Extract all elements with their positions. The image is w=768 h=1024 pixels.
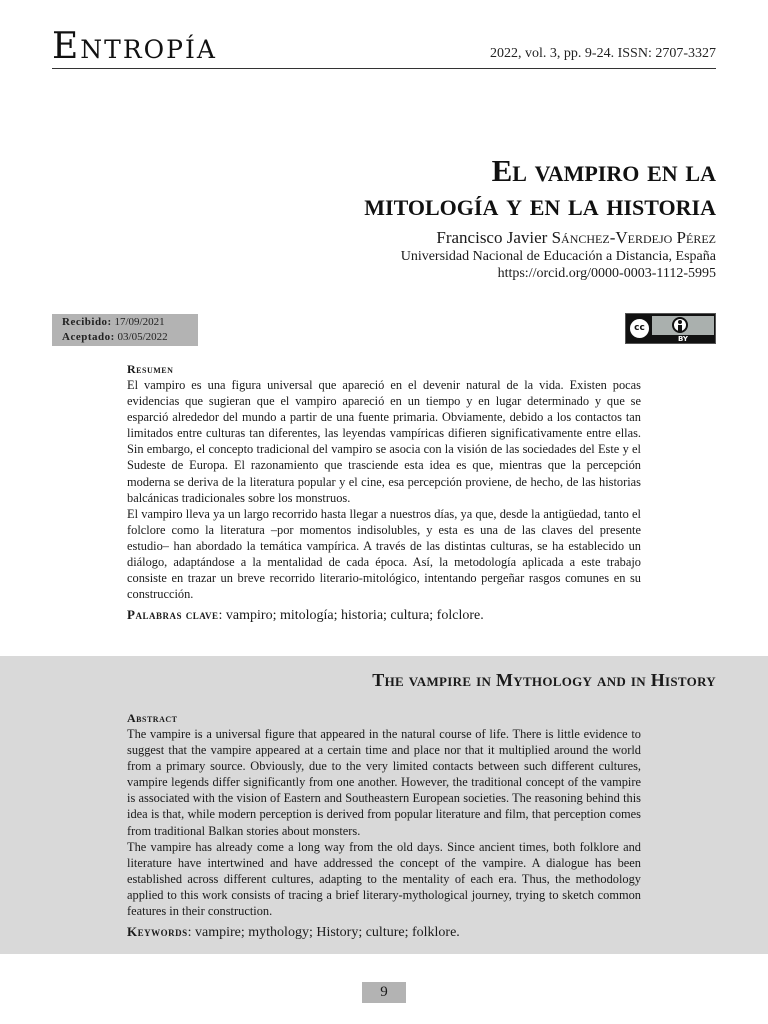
- header-divider: [52, 68, 716, 69]
- keywords-label: Keywords: [127, 924, 188, 940]
- resumen-paragraph-2: El vampiro lleva ya un largo recorrido hasta llegar a nuestros días, ya que, desde la antigüedad, tanto el folclore como la literatura –por momentos indisolubles, y esta es una de las claves del presente estudio– han abordado la temática vampírica. A través de las distintas culturas, se ha establecido un diálogo, adaptándose a la mentalidad de cada época. Así, la metodología aplicada a este trabajo consiste en trazar un breve recorrido literario-mitológico, intentando pergeñar rasgos comunes en su construcción.: [127, 506, 641, 602]
- resumen-heading: Resumen: [127, 362, 174, 376]
- author-given-name: Francisco Javier: [436, 228, 552, 247]
- attribution-person-icon: [672, 317, 688, 333]
- accepted-date: Aceptado: 03/05/2022: [62, 331, 168, 343]
- article-title: [364, 154, 716, 222]
- abstract-paragraph-2: The vampire has already come a long way from the old days. Since ancient times, both folklore and literature have intertwined and have addressed the concept of the vampire. A dialogue has been established across different cultures, adapting to the mentality of each era. Thus, the methodology applied to this work consists of tracing a brief literary-mythological journey, trying to sketch common features in their construction.: [127, 839, 641, 919]
- cc-by-label: BY: [677, 335, 689, 343]
- page-number: 9: [362, 982, 406, 1003]
- author-name: [364, 228, 716, 248]
- cc-by-license-badge: [625, 313, 716, 344]
- keywords-list: : vampire; mythology; History; culture; folklore.: [187, 925, 460, 941]
- palabras-clave: [127, 607, 641, 624]
- author-surname: Sánchez-Verdejo Pérez: [551, 228, 716, 247]
- author-orcid: https://orcid.org/0000-0003-1112-5995: [497, 266, 716, 281]
- resumen-paragraph-1: El vampiro es una figura universal que apareció en el devenir natural de la vida. Existen pocas evidencias que sugieran que el vampiro apareció en un tiempo y en lugar determinado y que se esparció alrededor del mundo a partir de una fuente primaria. Obviamente, debido a los contactos tan limitados entre culturas tan diferentes, las leyendas vampíricas difieren significativamente entre ellas. Sin embargo, el concepto tradicional del vampiro se asocia con la visión de las sociedades del Este y el Sudeste de Europa. El razonamiento que trasciende esta idea es que, mientras que la percepción moderna se deriva de la literatura popular y el cine, esa percepción proviene, de hecho, de las historias balcánicas tradicionales sobre los monstruos.: [127, 378, 641, 505]
- submission-dates: [52, 314, 198, 346]
- journal-logo: Entropía: [52, 26, 217, 67]
- palabras-clave-list: : vampiro; mitología; historia; cultura; folclore.: [218, 608, 484, 624]
- resumen-section: [127, 362, 641, 624]
- article-title-line-1: El vampiro en la: [491, 153, 716, 188]
- article-title-line-2: mitología y en la historia: [364, 187, 716, 222]
- journal-meta: 2022, vol. 3, pp. 9-24. ISSN: 2707-3327: [490, 46, 716, 61]
- abstract-heading: Abstract: [127, 711, 178, 725]
- creative-commons-icon: cc: [628, 317, 651, 340]
- abstract-paragraph-1: The vampire is a universal figure that appeared in the natural course of life. There is little evidence to suggest that the vampire appeared at a certain time and place nor that it multiplied around the world from a primary source. Obviously, due to the very limited contacts between such different cultures, vampire legends differ significantly from one another. However, the traditional concept of the vampire is associated with the vision of Eastern and Southeastern European societies. The reasoning behind this idea is that, while modern perception is derived from popular literature and film, that perception comes from traditional Balkan stories about monsters.: [127, 727, 641, 838]
- received-date: Recibido: 17/09/2021: [62, 316, 165, 328]
- keywords: [127, 924, 641, 941]
- title-block: [364, 154, 716, 282]
- palabras-clave-label: Palabras clave: [127, 607, 219, 623]
- abstract-section: [127, 711, 641, 941]
- english-title: The vampire in Mythology and in History: [372, 670, 716, 690]
- author-affiliation: Universidad Nacional de Educación a Distancia, España: [400, 249, 716, 264]
